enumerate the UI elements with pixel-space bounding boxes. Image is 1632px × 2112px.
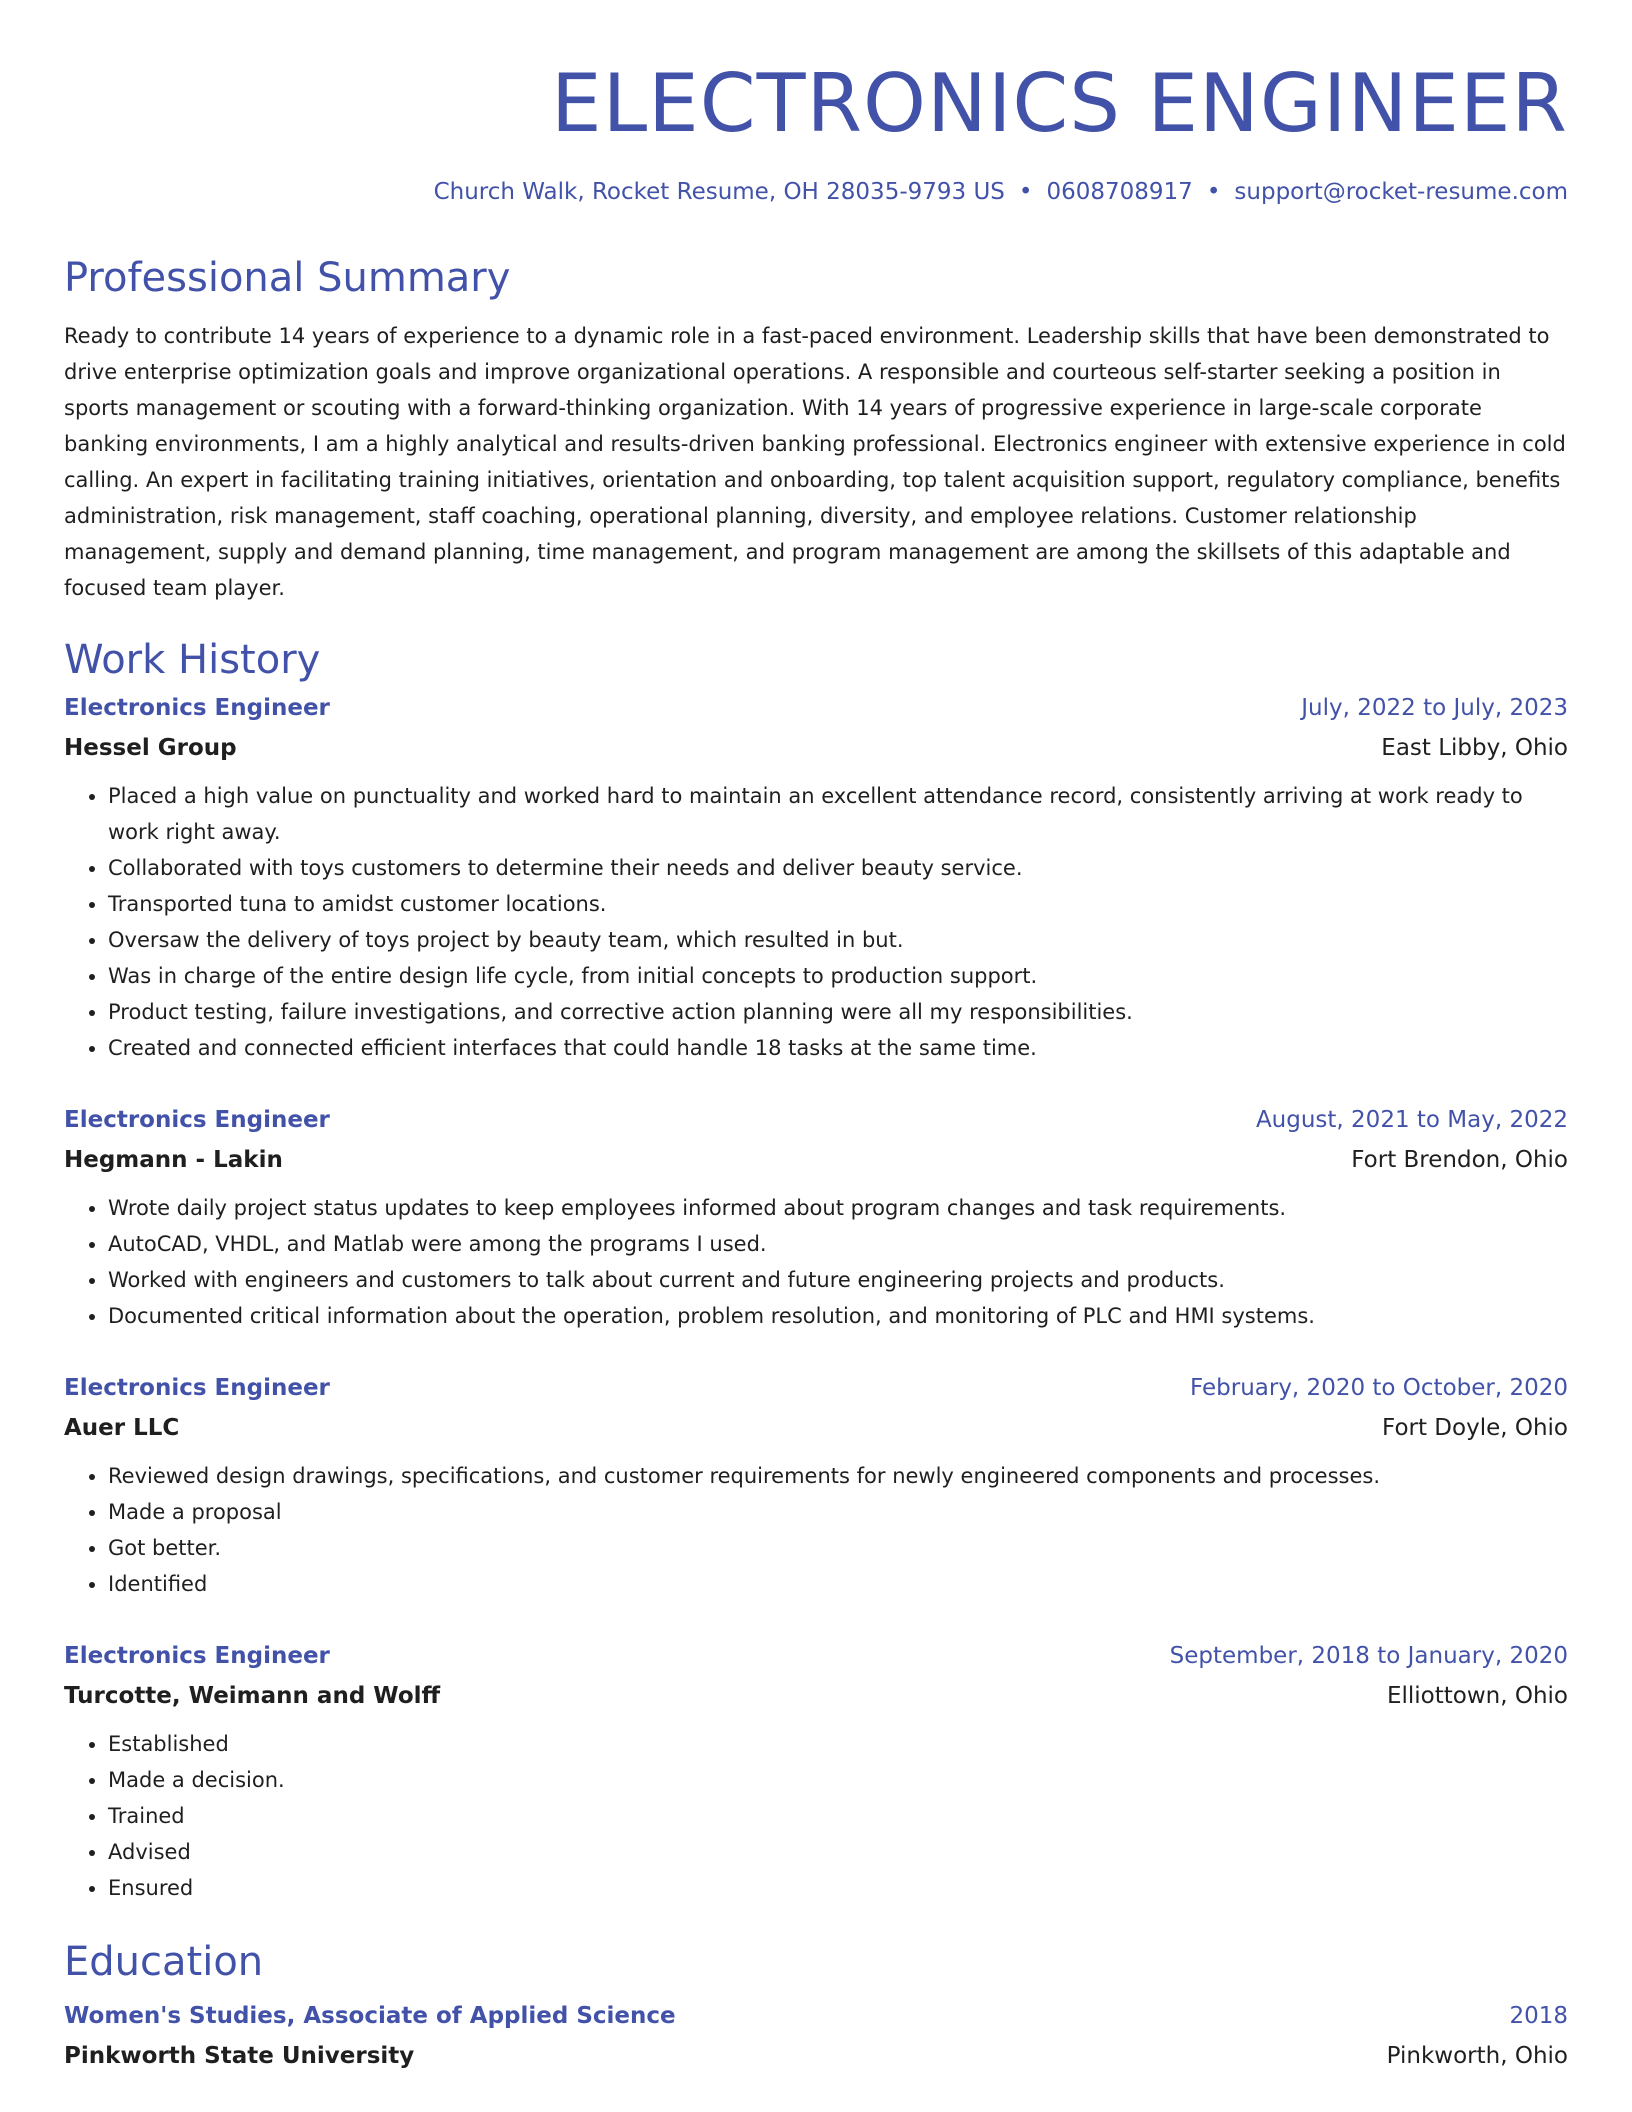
job-bullet-list	[64, 778, 1568, 1066]
job-title: Electronics Engineer	[64, 1107, 330, 1133]
education-list	[64, 1996, 1568, 2076]
job-entry	[64, 1368, 1568, 1602]
job-title: Electronics Engineer	[64, 1643, 330, 1669]
education-location: Pinkworth, Ohio	[1386, 2043, 1568, 2069]
job-bullet: • Got better.	[108, 1530, 1568, 1566]
job-company: Hegmann - Lakin	[64, 1147, 283, 1173]
job-company-row	[64, 1408, 1568, 1448]
contact-separator: •	[1206, 179, 1221, 205]
job-header-row	[64, 1100, 1568, 1140]
job-location: Fort Brendon, Ohio	[1351, 1147, 1568, 1173]
job-company: Hessel Group	[64, 735, 237, 761]
education-header-row	[64, 1996, 1568, 2036]
section-title-education: Education	[64, 1939, 264, 1985]
job-company: Auer LLC	[64, 1415, 180, 1441]
job-entry	[64, 1100, 1568, 1334]
job-dates: February, 2020 to October, 2020	[1190, 1375, 1568, 1401]
job-bullet: • Documented critical information about the operation, problem resolution, and monitoring of PLC and HMI systems.	[108, 1298, 1568, 1334]
job-bullet: • Established	[108, 1726, 1568, 1762]
job-bullet: • Placed a high value on punctuality and worked hard to maintain an excellent attendance record, consistently arriving at work ready to work right away.	[108, 778, 1568, 850]
job-bullet: • Trained	[108, 1798, 1568, 1834]
job-title: Electronics Engineer	[64, 1375, 330, 1401]
education-entry	[64, 1996, 1568, 2076]
job-bullet: • Created and connected efficient interfaces that could handle 18 tasks at the same time.	[108, 1030, 1568, 1066]
contact-line	[64, 174, 1568, 210]
job-dates: August, 2021 to May, 2022	[1255, 1107, 1568, 1133]
job-bullet: • Made a decision.	[108, 1762, 1568, 1798]
job-bullet-list	[64, 1190, 1568, 1334]
job-bullet: • Was in charge of the entire design life cycle, from initial concepts to production support.	[108, 958, 1568, 994]
job-bullet: • Product testing, failure investigations, and corrective action planning were all my responsibilities.	[108, 994, 1568, 1030]
job-header-row	[64, 1368, 1568, 1408]
job-header-row	[64, 688, 1568, 728]
education-degree: Women's Studies, Associate of Applied Science	[64, 2003, 676, 2029]
education-school-row	[64, 2036, 1568, 2076]
job-bullet: • AutoCAD, VHDL, and Matlab were among the programs I used.	[108, 1226, 1568, 1262]
work-history-list	[64, 688, 1568, 1906]
job-bullet-list	[64, 1726, 1568, 1906]
job-entry	[64, 688, 1568, 1066]
job-company: Turcotte, Weimann and Wolff	[64, 1683, 441, 1709]
job-dates: September, 2018 to January, 2020	[1169, 1643, 1568, 1669]
job-title: Electronics Engineer	[64, 695, 330, 721]
summary-text: Ready to contribute 14 years of experience to a dynamic role in a fast-paced environment. Leadership skills that have been demonstrated to drive enterprise optimization goals and improve organizational operations. A responsible and courteous self-starter seeking a position in sports management or scouting with a forward-thinking organization. With 14 years of progressive experience in large-scale corporate banking environments, I am a highly analytical and results-driven banking professional. Electronics engineer with extensive experience in cold calling. An expert in facilitating training initiatives, orientation and onboarding, top talent acquisition support, regulatory compliance, benefits administration, risk management, staff coaching, operational planning, diversity, and employee relations. Customer relationship management, supply and demand planning, time management, and program management are among the skillsets of this adaptable and focused team player.	[64, 324, 1566, 600]
section-title-work-history: Work History	[64, 637, 321, 683]
job-company-row	[64, 728, 1568, 768]
contact-address: Church Walk, Rocket Resume, OH 28035-9793 US	[433, 179, 1005, 205]
contact-phone: 0608708917	[1046, 179, 1193, 205]
job-bullet: • Worked with engineers and customers to talk about current and future engineering projects and products.	[108, 1262, 1568, 1298]
education-school: Pinkworth State University	[64, 2043, 415, 2069]
job-bullet: • Reviewed design drawings, specifications, and customer requirements for newly engineered components and processes.	[108, 1458, 1568, 1494]
job-location: East Libby, Ohio	[1381, 735, 1568, 761]
section-title-summary: Professional Summary	[64, 255, 511, 301]
job-location: Elliottown, Ohio	[1386, 1683, 1568, 1709]
job-bullet: • Made a proposal	[108, 1494, 1568, 1530]
job-dates: July, 2022 to July, 2023	[1301, 695, 1568, 721]
job-bullet: • Oversaw the delivery of toys project by beauty team, which resulted in but.	[108, 922, 1568, 958]
education-year: 2018	[1509, 2003, 1568, 2029]
job-bullet: • Wrote daily project status updates to keep employees informed about program changes and task requirements.	[108, 1190, 1568, 1226]
job-company-row	[64, 1676, 1568, 1716]
job-company-row	[64, 1140, 1568, 1180]
resume-header	[64, 0, 1568, 210]
job-bullet: • Transported tuna to amidst customer locations.	[108, 886, 1568, 922]
contact-separator: •	[1018, 179, 1033, 205]
job-bullet: • Identified	[108, 1566, 1568, 1602]
job-location: Fort Doyle, Ohio	[1382, 1415, 1568, 1441]
job-bullet-list	[64, 1458, 1568, 1602]
job-bullet: • Collaborated with toys customers to determine their needs and deliver beauty service.	[108, 850, 1568, 886]
job-header-row	[64, 1636, 1568, 1676]
contact-email[interactable]: support@rocket-resume.com	[1234, 179, 1568, 205]
job-bullet: • Ensured	[108, 1870, 1568, 1906]
resume-page	[64, 0, 1568, 2076]
job-bullet: • Advised	[108, 1834, 1568, 1870]
job-entry	[64, 1636, 1568, 1906]
candidate-name: ELECTRONICS ENGINEER	[551, 57, 1568, 150]
